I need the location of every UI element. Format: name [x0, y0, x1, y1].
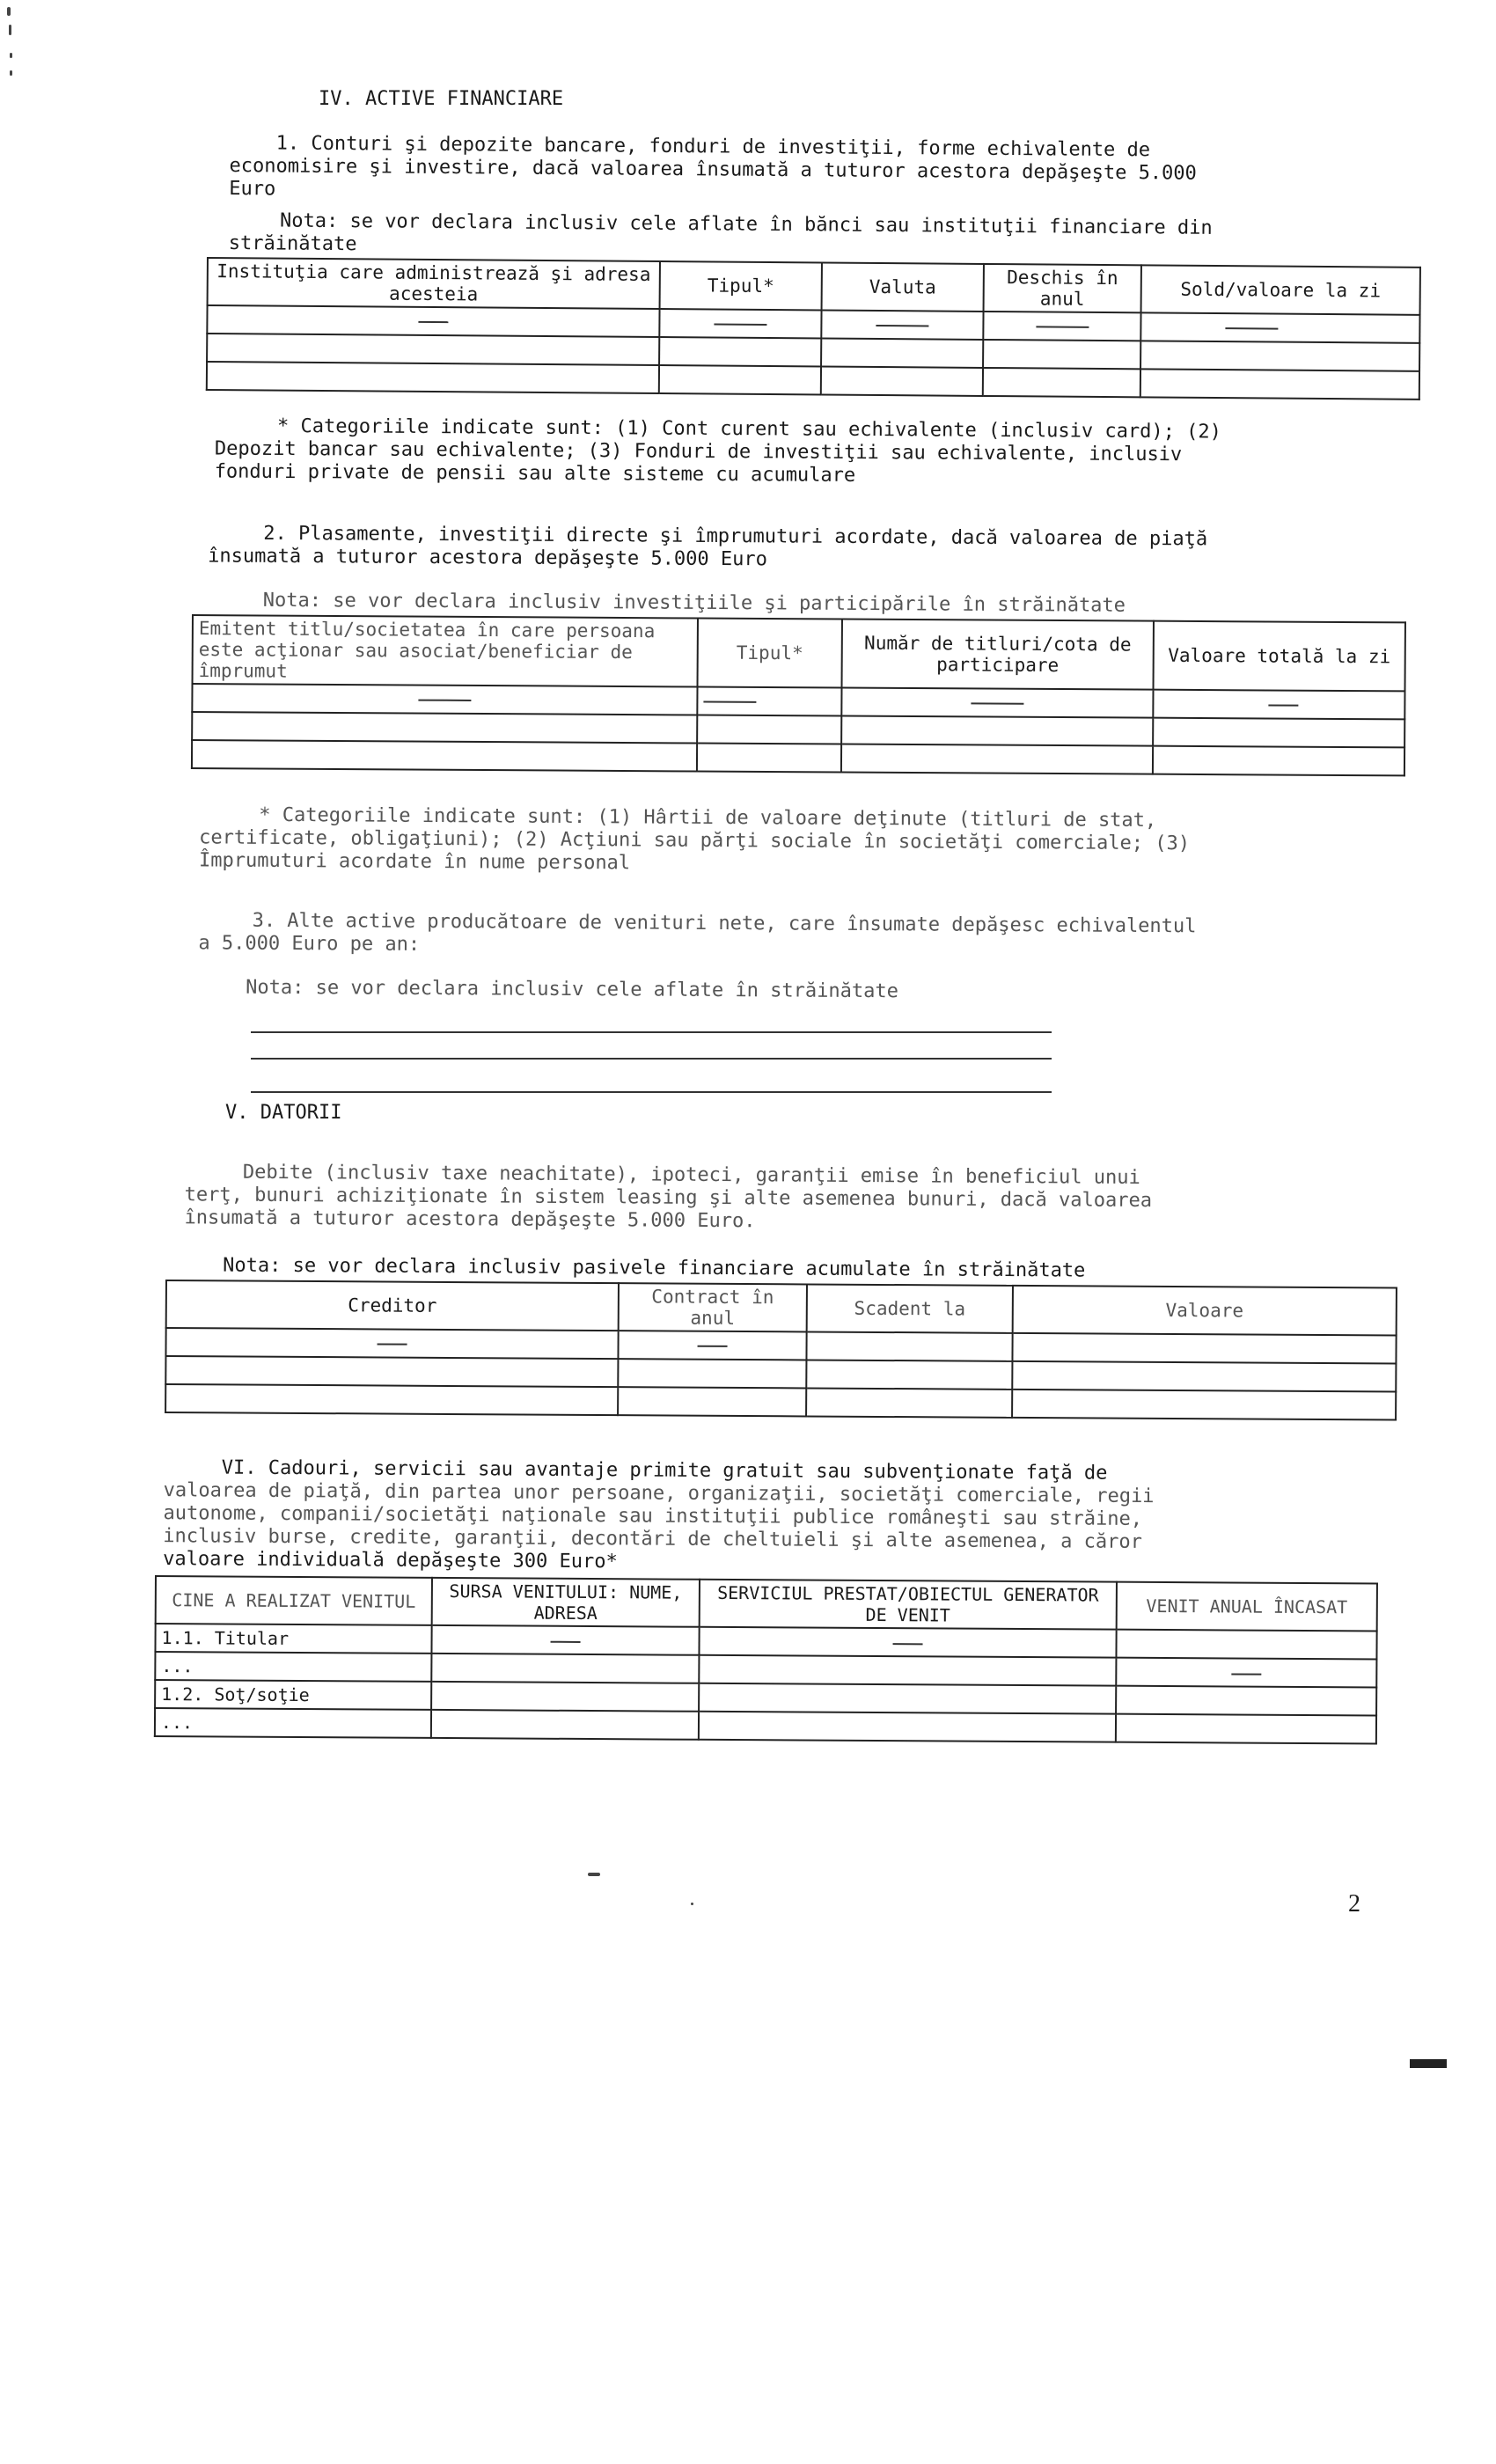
- item1-line3: Euro: [229, 178, 276, 201]
- gifts-line4: inclusiv burse, credite, garanţii, decontări de cheltuieli şi alte asemenea, a căror: [163, 1525, 1142, 1553]
- item2-note: Nota: se vor declara inclusiv investiţiile şi participările în străinătate: [262, 589, 1126, 617]
- scan-speck: [691, 1903, 693, 1905]
- item3-line2: a 5.000 Euro pe an:: [198, 932, 421, 956]
- item1-footnote-line1: * Categoriile indicate sunt: (1) Cont curent sau echivalente (inclusiv card); (2): [276, 414, 1221, 444]
- debts-line3: însumată a tuturor acestora depăşeşte 5.000 Euro.: [184, 1206, 756, 1233]
- scan-speck: [10, 53, 12, 58]
- row-label: ...: [155, 1652, 431, 1682]
- section-v-heading: V. DATORII: [225, 1102, 342, 1124]
- scan-mark: [1410, 2059, 1447, 2068]
- item2-line2: însumată a tuturor acestora depăşeşte 5.000 Euro: [208, 545, 767, 571]
- item1-line1: 1. Conturi şi depozite bancare, fonduri de investiţii, forme echivalente de: [275, 132, 1151, 162]
- investments-table: [191, 614, 1406, 776]
- item1-note-line2: străinătate: [228, 232, 357, 256]
- col-creditor: Creditor: [166, 1280, 619, 1331]
- col-type: Tipul*: [698, 619, 842, 688]
- col-value: Valoare: [1013, 1286, 1397, 1336]
- item2-line1: 2. Plasamente, investiţii directe şi împrumuturi acordate, dacă valoarea de piaţă: [263, 522, 1208, 551]
- col-balance: Sold/valoare la zi: [1141, 265, 1420, 314]
- debts-line1: Debite (inclusiv taxe neachitate), ipoteci, garanţii emise în beneficiul unui: [242, 1161, 1140, 1189]
- item3-fill-line: [251, 1058, 1052, 1060]
- col-service-provided: SERVICIUL PRESTAT/OBIECTUL GENERATOR DE VENIT: [700, 1580, 1117, 1630]
- item1-line2: economisire şi investire, dacă valoarea însumată a tuturor acestora depăşeşte 5.000: [229, 155, 1197, 185]
- gifts-line5: valoare individuală depăşeşte 300 Euro*: [163, 1548, 618, 1573]
- bank-accounts-table: [206, 257, 1421, 400]
- col-who-earned: CINE A REALIZAT VENITUL: [156, 1576, 432, 1625]
- row-label: 1.1. Titular: [155, 1624, 431, 1654]
- col-issuer: Emitent titlu/societatea în care persoana este acţionar sau asociat/beneficiar de împrumut: [193, 615, 698, 687]
- item3-line1: 3. Alte active producătoare de venituri nete, care însumate depăşesc echivalentul: [252, 909, 1197, 938]
- row-label: 1.2. Soţ/soţie: [155, 1680, 431, 1710]
- scan-speck: [588, 1873, 600, 1876]
- item3-note: Nota: se vor declara inclusiv cele aflate în străinătate: [246, 976, 898, 1003]
- item1-footnote-line3: fonduri private de pensii sau alte sisteme cu acumulare: [214, 460, 856, 487]
- col-institution: Instituţia care administrează şi adresa acesteia: [208, 258, 660, 309]
- gifts-line1: VI. Cadouri, servicii sau avantaje primite gratuit sau subvenţionate faţă de: [221, 1456, 1108, 1485]
- section-iv-heading: IV. ACTIVE FINANCIARE: [319, 88, 564, 110]
- col-shares: Număr de titluri/cota de participare: [842, 620, 1154, 690]
- scan-speck: [9, 25, 11, 35]
- page-number: 2: [1348, 1890, 1360, 1918]
- col-contract-year: Contract în anul: [619, 1283, 807, 1331]
- item3-fill-line: [251, 1031, 1052, 1033]
- col-total-value: Valoare totală la zi: [1153, 621, 1404, 692]
- col-type: Tipul*: [660, 261, 822, 310]
- debts-note: Nota: se vor declara inclusiv pasivele financiare acumulate în străinătate: [223, 1254, 1086, 1282]
- item1-footnote-line2: Depozit bancar sau echivalente; (3) Fonduri de investiţii sau echivalente, inclusiv: [214, 437, 1183, 466]
- gifts-income-table: [154, 1575, 1378, 1744]
- gifts-line2: valoarea de piaţă, din partea unor persoane, organizaţii, societăţi comerciale, regii: [163, 1479, 1155, 1508]
- item2-footnote-line3: Împrumuturi acordate în nume personal: [198, 849, 631, 875]
- col-annual-income: VENIT ANUAL ÎNCASAT: [1117, 1582, 1377, 1632]
- debts-table: [165, 1280, 1397, 1421]
- item2-footnote-line1: * Categoriile indicate sunt: (1) Hârtii de valoare deţinute (titluri de stat,: [259, 803, 1157, 832]
- col-currency: Valuta: [822, 262, 984, 311]
- gifts-line3: autonome, companii/societăţi naţionale sau instituţii publice româneşti sau străine,: [163, 1502, 1143, 1530]
- item2-footnote-line2: certificate, obligaţiuni); (2) Acţiuni sau părţi sociale în societăţi comerciale; (3): [199, 826, 1191, 855]
- col-due-date: Scadent la: [807, 1284, 1013, 1332]
- col-opened-year: Deschis în anul: [984, 264, 1141, 312]
- col-income-source: SURSA VENITULUI: NUME, ADRESA: [432, 1578, 700, 1627]
- scan-speck: [10, 70, 12, 76]
- scan-speck: [7, 7, 11, 16]
- debts-line2: terţ, bunuri achiziţionate în sistem leasing şi alte asemenea bunuri, dacă valoarea: [184, 1184, 1153, 1213]
- item1-note-line1: Nota: se vor declara inclusiv cele aflate în bănci sau instituţii financiare din: [279, 209, 1213, 239]
- row-label: ...: [155, 1708, 431, 1738]
- item3-fill-line: [251, 1091, 1052, 1093]
